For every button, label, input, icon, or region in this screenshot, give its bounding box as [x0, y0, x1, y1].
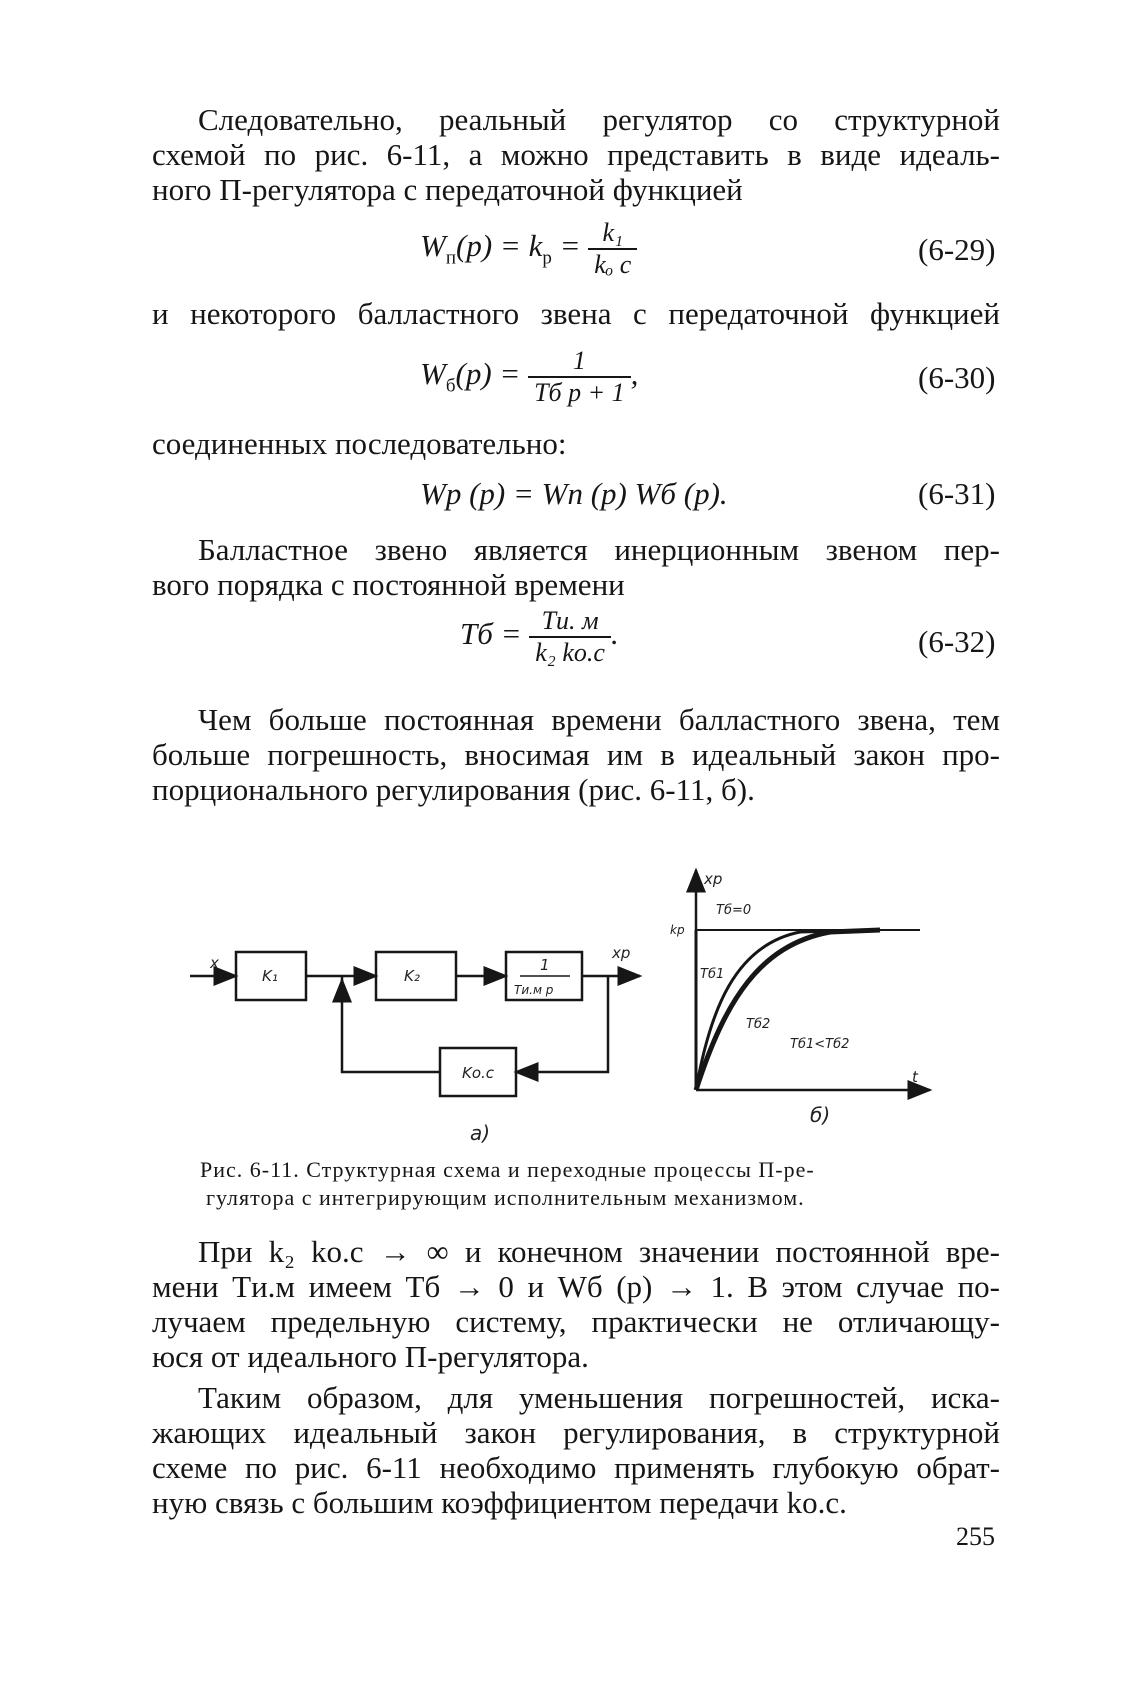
paragraph-conclusion: [152, 1380, 1000, 1520]
equation-number: (6-29): [918, 232, 996, 267]
equation-6-29: $W_п(p) = k_р$ = $\frac{\text{k₁}}{\text{kₒ с}}$: [420, 218, 637, 280]
text-line: юся от идеального П-регулятора.: [152, 1339, 589, 1374]
equation-number: (6-32): [918, 624, 996, 659]
fraction: $\frac{Tи. м}{\text{k₂ kо.с}}$: [529, 606, 611, 668]
text-line: схемой по рис. 6-11, а можно представить в виде идеаль-: [152, 137, 1000, 172]
figure-caption: [200, 1156, 960, 1212]
text-line: жающих идеальный закон регулирования, в структурной: [152, 1415, 1000, 1450]
equation-number: (6-30): [918, 360, 996, 395]
paragraph-error: [152, 702, 1000, 807]
graph-labels: [670, 870, 919, 1127]
curve-tb2: [696, 930, 880, 1090]
text-line: Следовательно, реальный регулятор со структурной: [198, 102, 1000, 137]
text-line: При k₂ kо.с → ∞ и конечном значении постоянной вре-: [198, 1234, 1000, 1269]
sublabel-a: а): [470, 1121, 491, 1145]
text-line: лучаем предельную систему, практически не отличающу-: [152, 1304, 1000, 1339]
block-diagram-labels: [209, 944, 630, 1145]
paragraph-ballast: [152, 532, 1000, 602]
text-line: ную связь с большим коэффициентом передачи kо.с.: [152, 1485, 847, 1520]
input-label: x: [210, 954, 219, 972]
text-line: Чем больше постоянная времени балластного звена, тем: [198, 702, 1000, 737]
sublabel-b: б): [810, 1103, 831, 1127]
text-line: больше погрешность, вносимая им в идеальный закон про-: [152, 737, 1000, 772]
curve1-label: Tб1: [700, 967, 725, 982]
y-axis-label: xр: [704, 870, 723, 888]
curve-tb1: [696, 930, 870, 1090]
caption-line: Рис. 6-11. Структурная схема и переходные процессы П-ре-: [200, 1157, 815, 1182]
text-line: порционального регулирования (рис. 6-11, б).: [152, 772, 755, 807]
level-label: kр: [670, 923, 685, 937]
block-feedback: Kо.с: [462, 1064, 495, 1082]
figure-6-11: [0, 850, 1144, 1150]
page-number: 255: [956, 1522, 995, 1551]
text-line: схеме по рис. 6-11 необходимо применять глубокую обрат-: [152, 1450, 1000, 1485]
caption-line: гулятора с интегрирующим исполнительным механизмом.: [206, 1185, 805, 1210]
relation-label: Tб1<Tб2: [790, 1037, 850, 1052]
equation-6-32: Tб = $\frac{Tи. м}{\text{k₂ kо.с}}$ .: [460, 606, 619, 667]
text-serial: [152, 426, 1000, 461]
equation-6-30: $W_б(p)$ = $\frac{1}{\text{Tб p + 1}}$ ,: [420, 346, 639, 407]
curve2-label: Tб2: [746, 1017, 771, 1032]
text-line: Таким образом, для уменьшения погрешностей, иска-: [198, 1380, 1000, 1415]
curve0-label: Tб=0: [716, 903, 752, 918]
paragraph-intro: [152, 102, 1000, 207]
text-line: Балластное звено является инерционным звеном пер-: [198, 532, 1000, 567]
x-axis-label: t: [912, 1068, 918, 1086]
paragraph-limit: [152, 1234, 1000, 1374]
text-line: мени Tи.м имеем Tб → 0 и Wб (p) → 1. В этом случае по-: [152, 1269, 1000, 1304]
block-integrator-num: 1: [540, 956, 550, 974]
equation-number: (6-31): [918, 476, 996, 511]
block-k2: K₂: [404, 967, 420, 985]
fraction: $\frac{\text{k₁}}{\text{kₒ с}}$: [588, 218, 637, 280]
text-line: ного П-регулятора с передаточной функцией: [152, 172, 743, 207]
equation-6-31: Wр (p) = Wп (p) Wб (p).: [420, 476, 728, 511]
fraction: $\frac{1}{\text{Tб p + 1}}$: [528, 346, 631, 408]
text-line: соединенных последовательно:: [152, 426, 567, 461]
text-line: и некоторого балластного звена с передаточной функцией: [152, 296, 1000, 331]
block-integrator-den: Tи.м p: [514, 983, 554, 997]
text-ballast-intro: [152, 296, 1000, 331]
output-label: xр: [612, 944, 631, 962]
block-k1: K₁: [262, 967, 278, 985]
text-line: вого порядка с постоянной времени: [152, 567, 625, 602]
